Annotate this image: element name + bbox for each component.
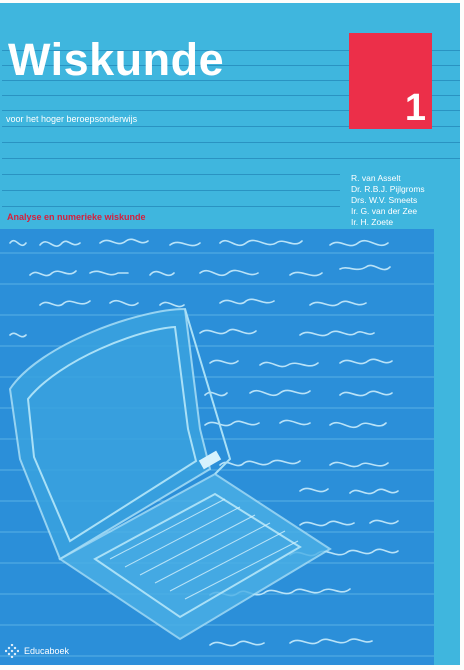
rule-line — [2, 142, 460, 143]
publisher-logo-icon — [5, 644, 19, 658]
book-subtitle: voor het hoger beroepsonderwijs — [6, 114, 138, 124]
publisher-name: Educaboek — [24, 646, 70, 656]
rule-line — [2, 206, 340, 207]
book-cover — [0, 3, 460, 665]
author-name: Ir. H. Zoete — [351, 217, 394, 227]
author-name: Ir. G. van der Zee — [351, 206, 418, 216]
rule-line — [2, 174, 340, 175]
volume-number: 1 — [404, 87, 426, 129]
author-list — [351, 173, 425, 228]
rule-line — [2, 158, 460, 159]
volume-box — [349, 33, 432, 129]
author-name: R. van Asselt — [351, 173, 401, 183]
book-title: Wiskunde — [8, 34, 225, 85]
author-name: Dr. R.B.J. Pijlgroms — [351, 184, 425, 194]
cover-photo-illustration — [0, 229, 434, 665]
rule-line — [2, 190, 340, 191]
author-name: Drs. W.V. Smeets — [351, 195, 418, 205]
series-title: Analyse en numerieke wiskunde — [7, 212, 146, 222]
cover-photo — [0, 229, 434, 665]
publisher — [5, 643, 69, 659]
